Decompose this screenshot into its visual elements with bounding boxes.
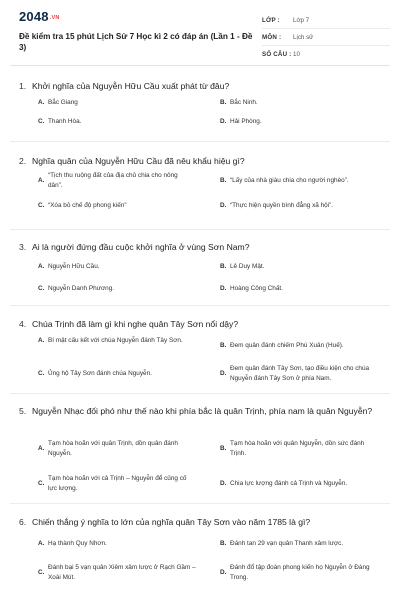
answer-text: Tạm hòa hoãn với quân Trịnh, dồn quân đánh Nguyễn. [48, 440, 178, 457]
answer-option[interactable] [220, 539, 390, 549]
question-header [10, 142, 390, 167]
question-header [10, 394, 390, 417]
question-text: Khởi nghĩa của Nguyễn Hữu Cầu xuất phát từ đâu? [32, 81, 230, 91]
answer-letter: A. [38, 99, 45, 106]
answer-letter: D. [220, 285, 227, 292]
answer-letter: B. [220, 540, 227, 547]
answer-letter: D. [220, 369, 227, 377]
answer-option[interactable] [38, 262, 198, 272]
answer-text: “Lấy của nhà giàu chia cho người nghèo”. [230, 177, 349, 184]
answer-letter: A. [38, 337, 45, 344]
answer-text: Bí mật cấu kết với chúa Nguyễn đánh Tây Sơn. [48, 337, 183, 344]
answer-letter: A. [38, 444, 45, 452]
question-header [10, 504, 390, 528]
answer-letter: A. [38, 263, 45, 270]
question-text: Ai là người đứng đầu cuộc khởi nghĩa ở vùng Sơn Nam? [32, 242, 250, 252]
question-3 [10, 230, 390, 306]
answer-option[interactable] [38, 284, 198, 294]
answer-text: Đem quân đánh Tây Sơn, tạo điều kiện cho chúa Nguyễn đánh Tây Sơn ở phía Nam. [230, 365, 370, 382]
meta-row-subject [262, 29, 390, 46]
question-number: 5. [19, 406, 27, 416]
answer-letter: C. [38, 202, 45, 209]
question-number: 4. [19, 319, 27, 329]
answer-option[interactable] [220, 117, 390, 127]
answer-option[interactable] [220, 563, 380, 582]
meta-value: Lịch sử [293, 33, 314, 41]
answer-letter: B. [220, 342, 227, 349]
answer-option[interactable] [38, 201, 198, 211]
answer-letter: B. [220, 444, 227, 452]
answer-letter: D. [220, 568, 227, 576]
answer-text: Hải Phòng. [230, 118, 262, 125]
answer-text: Tạm hòa hoãn với quân Nguyễn, dồn sức đánh Trịnh. [230, 440, 365, 457]
meta-label: MÔN : [262, 33, 282, 41]
answer-text: Ủng hộ Tây Sơn đánh chúa Nguyễn. [48, 370, 152, 377]
answer-text: Đánh đổ tập đoàn phong kiến họ Nguyễn ở Đàng Trong. [230, 564, 370, 581]
logo-suffix: .VN [49, 15, 60, 21]
answer-letter: C. [38, 118, 45, 125]
answer-letter: A. [38, 540, 45, 547]
answer-text: Chia lực lượng đánh cả Trịnh và Nguyễn. [230, 480, 348, 487]
meta-row-count [262, 46, 390, 63]
meta-value: 10 [293, 51, 300, 58]
quiz-meta [262, 12, 390, 63]
question-text: Nguyễn Nhạc đối phó như thế nào khi phía bắc là quân Trịnh, phía nam là quân Nguyễn? [32, 406, 373, 416]
answer-text: Hoàng Công Chất. [230, 285, 283, 292]
answer-text: “Tịch thu ruộng đất của địa chủ chia cho nông dân”. [48, 172, 178, 189]
answer-text: Hạ thành Quy Nhơn. [48, 540, 107, 547]
answer-letter: A. [38, 176, 45, 184]
question-header [10, 66, 390, 92]
site-logo[interactable] [19, 9, 60, 24]
answer-option[interactable] [38, 171, 188, 190]
question-6 [10, 504, 390, 596]
quiz-header [10, 0, 390, 66]
answer-option[interactable] [220, 201, 390, 211]
question-4 [10, 306, 390, 394]
answer-text: Nguyễn Danh Phương. [48, 285, 115, 292]
answer-text: Bắc Ninh. [230, 99, 258, 106]
question-header [10, 230, 390, 253]
question-number: 2. [19, 156, 27, 166]
answer-option[interactable] [38, 539, 198, 549]
answer-letter: D. [220, 118, 227, 125]
answer-letter: B. [220, 177, 227, 184]
question-text: Nghĩa quân của Nguyễn Hữu Cầu đã nêu khẩu hiệu gì? [32, 156, 245, 166]
question-2 [10, 142, 390, 230]
answer-option[interactable] [38, 336, 188, 346]
answer-text: Thanh Hóa. [48, 118, 82, 125]
answer-letter: B. [220, 99, 227, 106]
answer-text: “Thực hiện quyền bình đẳng xã hội”. [230, 202, 334, 209]
answer-option[interactable] [220, 341, 390, 351]
answer-letter: C. [38, 479, 45, 487]
answer-option[interactable] [220, 439, 380, 458]
answer-text: Tạm hòa hoãn với cả Trịnh – Nguyễn để củng cố lực lượng. [48, 475, 187, 492]
answer-letter: C. [38, 370, 45, 377]
answer-option[interactable] [220, 176, 390, 186]
page-title: Đề kiểm tra 15 phút Lịch Sử 7 Học kì 2 có đáp án (Lần 1 - Đề 3) [19, 32, 253, 52]
meta-row-class [262, 12, 390, 29]
answer-text: Đánh tan 29 vạn quân Thanh xâm lược. [230, 540, 344, 547]
answer-text: Lê Duy Mật. [230, 263, 265, 270]
answer-letter: B. [220, 263, 227, 270]
answer-option[interactable] [220, 98, 390, 108]
question-number: 6. [19, 517, 27, 527]
logo-main: 2048 [19, 9, 49, 24]
meta-value: Lớp 7 [293, 16, 310, 24]
answer-text: Nguyễn Hữu Cầu. [48, 263, 100, 270]
answer-option[interactable] [220, 284, 390, 294]
answer-text: Bắc Giang [48, 99, 78, 106]
meta-label: SỐ CÂU : [262, 51, 292, 58]
question-number: 3. [19, 242, 27, 252]
question-5 [10, 394, 390, 504]
answer-text: Đem quân đánh chiếm Phú Xuân (Huế). [230, 342, 344, 349]
question-text: Chúa Trịnh đã làm gì khi nghe quân Tây Sơn nổi dậy? [32, 319, 239, 329]
answer-option[interactable] [38, 369, 198, 379]
answer-text: “Xóa bỏ chế độ phong kiến” [48, 202, 127, 209]
question-header [10, 306, 390, 330]
question-number: 1. [19, 81, 27, 91]
answer-option[interactable] [38, 98, 198, 108]
answer-option[interactable] [220, 479, 390, 489]
answer-letter: D. [220, 480, 227, 487]
answer-option[interactable] [38, 439, 193, 458]
meta-label: LỚP : [262, 16, 280, 24]
answer-option[interactable] [38, 563, 198, 582]
answer-letter: C. [38, 568, 45, 576]
question-1 [10, 66, 390, 142]
answer-letter: D. [220, 202, 227, 209]
answer-option[interactable] [220, 262, 390, 272]
answer-option[interactable] [38, 474, 193, 493]
answer-text: Đánh bại 5 vạn quân Xiêm xâm lược ở Rạch Gầm – Xoài Mút. [48, 564, 196, 581]
answer-letter: C. [38, 285, 45, 292]
answer-option[interactable] [38, 117, 198, 127]
question-text: Chiến thắng ý nghĩa to lớn của nghĩa quân Tây Sơn vào năm 1785 là gì? [32, 517, 311, 527]
answer-option[interactable] [220, 364, 390, 383]
